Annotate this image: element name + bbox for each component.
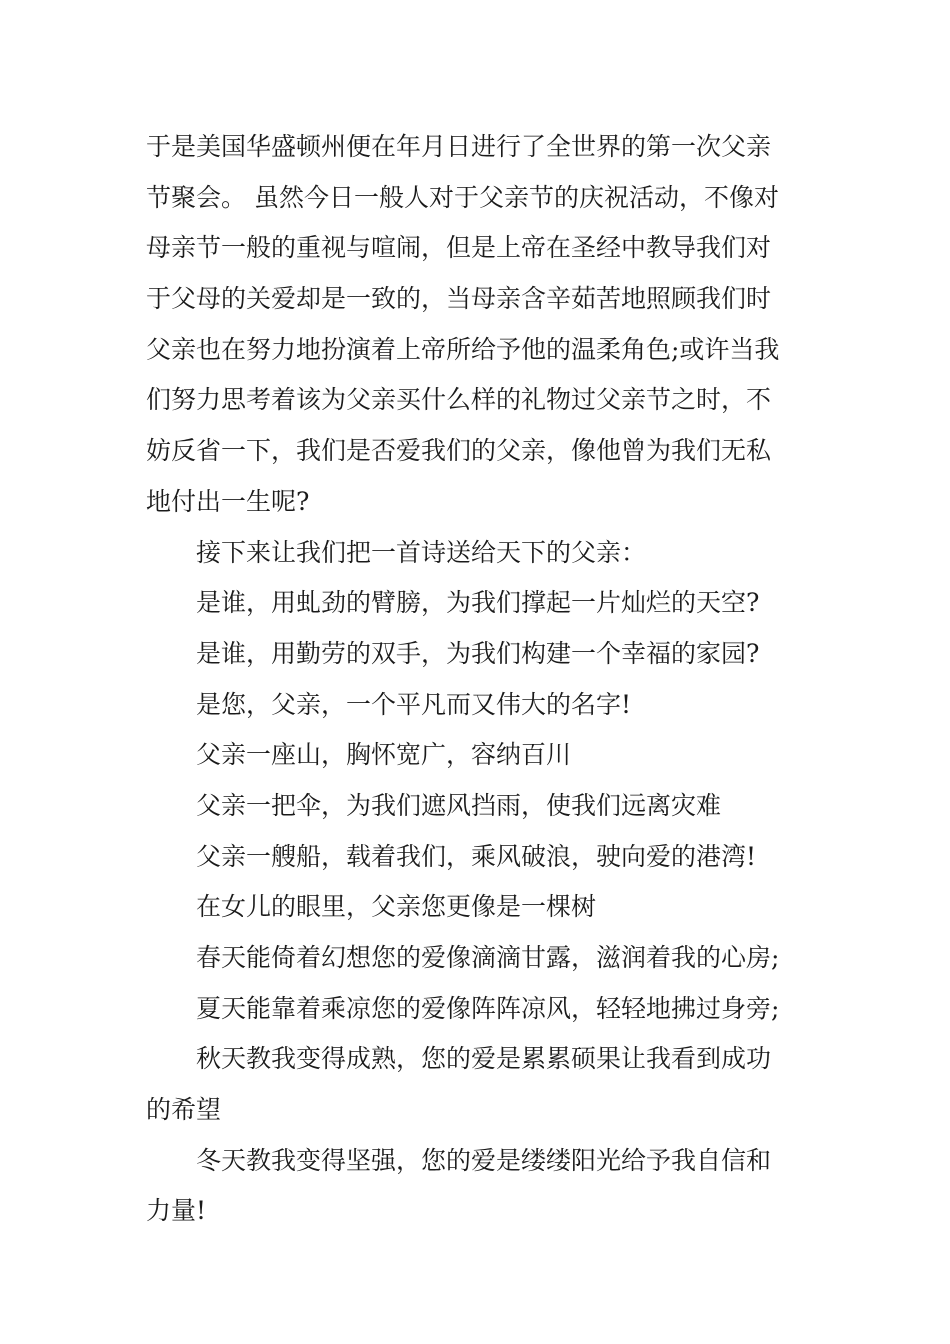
poem-line: 是谁，用勤劳的双手，为我们构建一个幸福的家园?: [196, 638, 760, 668]
poem-line: 是谁，用虬劲的臂膀，为我们撑起一片灿烂的天空?: [196, 588, 760, 618]
text-line: 们努力思考着该为父亲买什么样的礼物过父亲节之时，不: [146, 385, 772, 415]
text-line: 妨反省一下，我们是否爱我们的父亲，像他曾为我们无私: [146, 436, 772, 466]
poem-line: 夏天能靠着乘凉您的爱像阵阵凉风，轻轻地拂过身旁;: [196, 993, 780, 1023]
text-line: 节聚会。 虽然今日一般人对于父亲节的庆祝活动，不像对: [146, 182, 779, 212]
poem-intro-line: 接下来让我们把一首诗送给天下的父亲：: [196, 537, 647, 567]
poem-line: 春天能倚着幻想您的爱像滴滴甘露，滋润着我的心房;: [196, 943, 780, 972]
poem-line: 秋天教我变得成熟，您的爱是累累硕果让我看到成功: [196, 1044, 772, 1074]
poem-line: 父亲一把伞，为我们遮风挡雨，使我们远离灾难: [196, 790, 722, 820]
text-line: 母亲节一般的重视与喧闹，但是上帝在圣经中教导我们对: [146, 233, 772, 263]
poem-line-continuation: 力量!: [146, 1196, 207, 1226]
poem-line-continuation: 的希望: [146, 1095, 222, 1125]
text-line: 于父母的关爱却是一致的，当母亲含辛茹苦地照顾我们时: [146, 284, 772, 314]
poem-line: 父亲一艘船，载着我们，乘风破浪，驶向爱的港湾!: [196, 841, 757, 871]
text-line: 地付出一生呢?: [146, 486, 310, 516]
poem-line: 父亲一座山，胸怀宽广，容纳百川: [196, 740, 572, 770]
document-body: [146, 122, 816, 1237]
poem-line: 是您，父亲，一个平凡而又伟大的名字!: [196, 689, 632, 719]
poem-line: 冬天教我变得坚强，您的爱是缕缕阳光给予我自信和: [196, 1145, 772, 1175]
text-line: 于是美国华盛顿州便在年月日进行了全世界的第一次父亲: [146, 132, 772, 161]
text-line: 父亲也在努力地扮演着上帝所给予他的温柔角色;或许当我: [146, 334, 780, 364]
poem-line: 在女儿的眼里，父亲您更像是一棵树: [196, 892, 597, 922]
